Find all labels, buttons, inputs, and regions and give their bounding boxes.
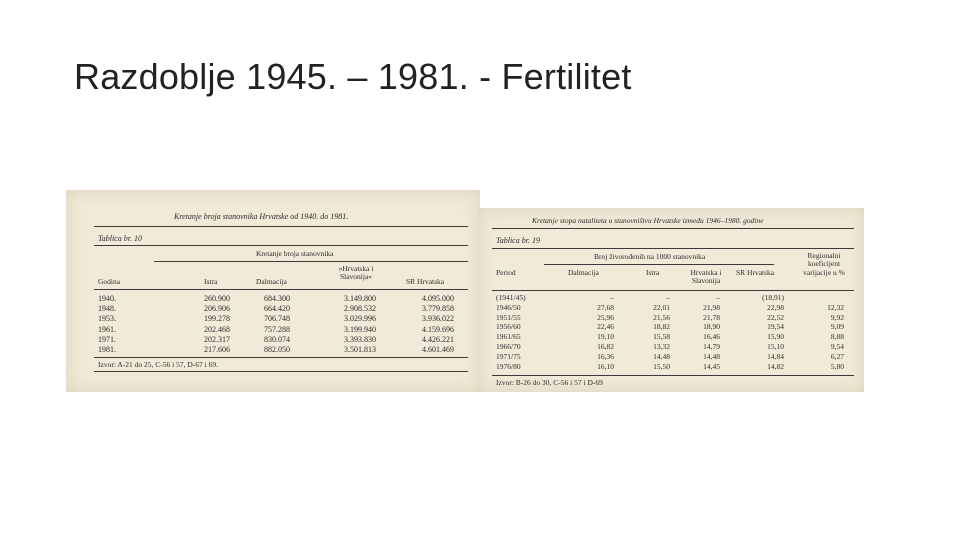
table-cell: 1966/70 bbox=[496, 341, 521, 351]
column-header: Hrvatska i Slavonija bbox=[690, 268, 722, 286]
table-cell: 1976/80 bbox=[496, 361, 521, 371]
table-rule bbox=[94, 357, 468, 358]
table-cell: 18,90 bbox=[703, 322, 720, 332]
table-cell: 4.159.696 bbox=[422, 324, 454, 334]
table-cell: 21,98 bbox=[703, 302, 720, 312]
column-header: Regionalni koeficijent varijacije u % bbox=[803, 251, 845, 277]
table-row bbox=[496, 303, 848, 313]
table-cell: 9,92 bbox=[830, 312, 844, 322]
table-row bbox=[96, 304, 468, 314]
table-cell: 13,32 bbox=[653, 341, 670, 351]
table-source: Izvor: A-21 do 25, C-56 i 57, D-67 i 69. bbox=[98, 360, 218, 369]
column-header: SR Hrvatska bbox=[406, 277, 445, 286]
table-rule bbox=[154, 261, 468, 262]
table-cell: 14,84 bbox=[767, 351, 784, 361]
table-row bbox=[96, 294, 468, 304]
table-row bbox=[96, 325, 468, 335]
table-row bbox=[496, 362, 848, 372]
table-label: Tablica br. 10 bbox=[98, 234, 142, 243]
table-cell: 217.606 bbox=[204, 344, 230, 354]
table-cell: 3.199.940 bbox=[344, 324, 376, 334]
table-cell: 14,79 bbox=[703, 341, 720, 351]
table-cell: 22,98 bbox=[767, 302, 784, 312]
table-caption: Kretanje stopa nataliteta u stanovništvu Hrvatske između 1946–1980. godine bbox=[532, 216, 764, 225]
table-body bbox=[496, 293, 848, 371]
table-cell: (1941/45) bbox=[496, 293, 526, 302]
table-rule bbox=[94, 245, 468, 246]
table-cell: 1961. bbox=[98, 324, 116, 334]
population-table-scan bbox=[66, 190, 480, 392]
table-cell: 9,54 bbox=[830, 341, 844, 351]
table-row bbox=[496, 332, 848, 342]
table-cell: 206.906 bbox=[204, 304, 230, 314]
table-cell: 15,90 bbox=[767, 332, 784, 342]
table-cell: 4.426.221 bbox=[422, 334, 454, 344]
table-source: Izvor: B-26 do 30, C-56 i 57 i D-69 bbox=[496, 378, 603, 387]
table-rule bbox=[544, 264, 774, 265]
table-cell: – bbox=[610, 293, 614, 302]
table-cell: – bbox=[716, 293, 720, 302]
table-cell: 3.149.800 bbox=[344, 294, 376, 303]
table-cell: 202.317 bbox=[204, 334, 230, 344]
table-cell: 27,68 bbox=[597, 302, 614, 312]
table-rule bbox=[492, 228, 854, 229]
table-cell: 15,50 bbox=[653, 361, 670, 371]
table-cell: 15,10 bbox=[767, 341, 784, 351]
table-caption: Kretanje broja stanovnika Hrvatske od 1940. do 1981. bbox=[174, 212, 349, 221]
table-cell: (18,91) bbox=[762, 293, 784, 302]
table-cell: 9,09 bbox=[830, 322, 844, 332]
column-header: Godina bbox=[98, 277, 121, 286]
table-label: Tablica br. 19 bbox=[496, 236, 540, 245]
table-cell: 3.936.022 bbox=[422, 314, 454, 324]
table-cell: 3.393.830 bbox=[344, 334, 376, 344]
birth-rate-table-scan bbox=[478, 208, 864, 392]
table-cell: 25,96 bbox=[597, 312, 614, 322]
table-cell: 19,54 bbox=[767, 322, 784, 332]
table-cell: 260.900 bbox=[204, 294, 230, 303]
table-cell: 1953. bbox=[98, 314, 116, 324]
column-header: »Hrvatska i Slavonija« bbox=[338, 264, 374, 282]
column-header: SR Hrvatska bbox=[736, 268, 775, 277]
table-cell: 19,10 bbox=[597, 332, 614, 342]
table-cell: 16,46 bbox=[703, 332, 720, 342]
table-row bbox=[96, 314, 468, 324]
column-header: Istra bbox=[646, 268, 660, 277]
table-row bbox=[496, 342, 848, 352]
table-cell: 1981. bbox=[98, 344, 116, 354]
table-cell: 16,82 bbox=[597, 341, 614, 351]
table-cell: 18,82 bbox=[653, 322, 670, 332]
table-cell: 1971. bbox=[98, 334, 116, 344]
table-cell: 14,48 bbox=[653, 351, 670, 361]
group-header: Kretanje broja stanovnika bbox=[256, 249, 334, 258]
table-cell: 2.908.532 bbox=[344, 304, 376, 314]
table-cell: 3.029.996 bbox=[344, 314, 376, 324]
table-row bbox=[496, 322, 848, 332]
table-rule bbox=[492, 248, 854, 249]
column-header: Dalmacija bbox=[568, 268, 599, 277]
table-rule bbox=[492, 290, 854, 291]
table-cell: 1940. bbox=[98, 294, 116, 303]
table-cell: 4.095.000 bbox=[422, 294, 454, 303]
column-header: Period bbox=[496, 268, 516, 277]
table-cell: 664.420 bbox=[264, 304, 290, 314]
table-cell: – bbox=[666, 293, 670, 302]
table-cell: 14,82 bbox=[767, 361, 784, 371]
table-cell: 22,01 bbox=[653, 302, 670, 312]
table-cell: 22,46 bbox=[597, 322, 614, 332]
table-cell: 757.288 bbox=[264, 324, 290, 334]
table-cell: 15,58 bbox=[653, 332, 670, 342]
table-cell: 1961/65 bbox=[496, 332, 521, 342]
table-cell: 1971/75 bbox=[496, 351, 521, 361]
table-cell: 706.748 bbox=[264, 314, 290, 324]
table-cell: 684.300 bbox=[264, 294, 290, 303]
table-cell: 882.050 bbox=[264, 344, 290, 354]
table-cell: 21,56 bbox=[653, 312, 670, 322]
table-cell: 14,48 bbox=[703, 351, 720, 361]
table-rule bbox=[94, 226, 468, 227]
table-cell: 1948. bbox=[98, 304, 116, 314]
table-row bbox=[96, 345, 468, 355]
table-rule bbox=[94, 289, 468, 290]
table-row bbox=[96, 335, 468, 345]
table-cell: 3.779.858 bbox=[422, 304, 454, 314]
table-cell: 16,10 bbox=[597, 361, 614, 371]
column-header: Dalmacija bbox=[256, 277, 287, 286]
table-cell: 21,78 bbox=[703, 312, 720, 322]
table-cell: 4.601.469 bbox=[422, 344, 454, 354]
table-cell: 8,88 bbox=[830, 332, 844, 342]
table-cell: 22,52 bbox=[767, 312, 784, 322]
table-cell: 1951/55 bbox=[496, 312, 521, 322]
table-cell: 1956/60 bbox=[496, 322, 521, 332]
table-body bbox=[96, 294, 468, 355]
table-cell: 830.074 bbox=[264, 334, 290, 344]
table-cell: 16,36 bbox=[597, 351, 614, 361]
table-cell: 202.468 bbox=[204, 324, 230, 334]
table-cell: 199.278 bbox=[204, 314, 230, 324]
table-cell: 6,27 bbox=[830, 351, 844, 361]
group-header: Broj živorođenih na 1000 stanovnika bbox=[594, 252, 706, 261]
table-cell: 1946/50 bbox=[496, 302, 521, 312]
table-cell: 12,32 bbox=[827, 302, 844, 312]
table-row bbox=[496, 293, 848, 303]
table-cell: 3.501.813 bbox=[344, 344, 376, 354]
table-rule bbox=[94, 371, 468, 372]
table-row bbox=[496, 313, 848, 323]
slide-title: Razdoblje 1945. – 1981. - Fertilitet bbox=[74, 56, 632, 97]
table-cell: 14,45 bbox=[703, 361, 720, 371]
table-row bbox=[496, 352, 848, 362]
table-rule bbox=[492, 375, 854, 376]
table-cell: 5,80 bbox=[830, 361, 844, 371]
column-header: Istra bbox=[204, 277, 218, 286]
